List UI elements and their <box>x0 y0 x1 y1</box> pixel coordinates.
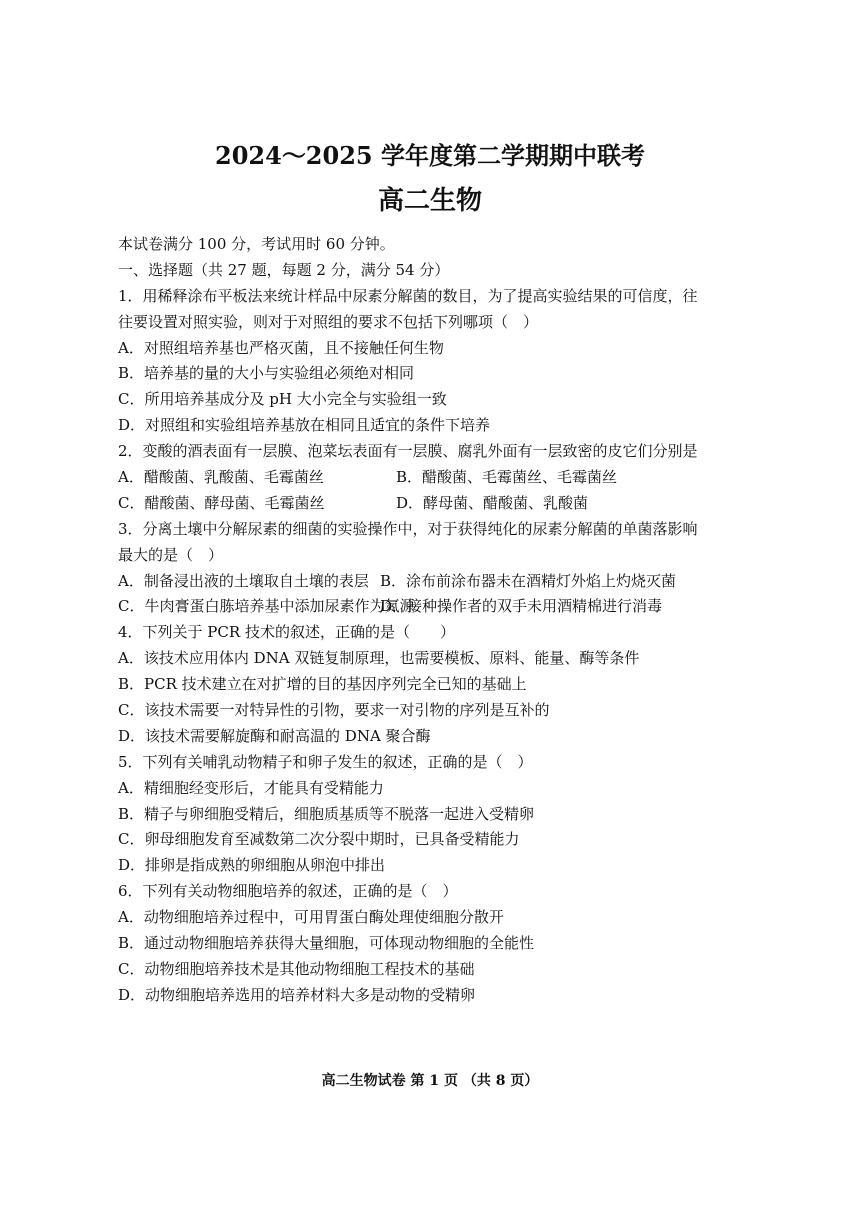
question-2-options-row-2 <box>118 491 758 517</box>
question-3-option-d: D．接种操作者的双手未用酒精棉进行消毒 <box>380 597 663 616</box>
page-footer: 高二生物试卷 第 1 页 （共 8 页） <box>321 1073 539 1089</box>
question-6-option-c: C．动物细胞培养技术是其他动物细胞工程技术的基础 <box>118 959 475 978</box>
question-6-option-b: B．通过动物细胞培养获得大量细胞，可体现动物细胞的全能性 <box>118 934 535 953</box>
question-2-option-d: D．酵母菌、醋酸菌、乳酸菌 <box>396 493 589 512</box>
question-2-stem: 2．变酸的酒表面有一层膜、泡菜坛表面有一层膜、腐乳外面有一层致密的皮它们分别是 <box>118 442 698 461</box>
question-3-stem-line-2: 最大的是（ ） <box>118 545 224 564</box>
question-3-option-c: C．牛肉膏蛋白胨培养基中添加尿素作为氮源 <box>118 597 415 616</box>
question-1-option-c: C．所用培养基成分及 pH 大小完全与实验组一致 <box>118 390 447 409</box>
question-5-option-a: A．精细胞经变形后，才能具有受精能力 <box>118 778 384 797</box>
question-2-option-c: C．醋酸菌、酵母菌、毛霉菌丝 <box>118 493 325 512</box>
question-5-option-c: C．卵母细胞发育至减数第二次分裂中期时，已具备受精能力 <box>118 830 520 849</box>
subject-title: 高二生物 <box>377 186 482 216</box>
question-4-option-b: B．PCR 技术建立在对扩增的目的基因序列完全已知的基础上 <box>118 675 527 694</box>
question-6-option-d: D．动物细胞培养选用的培养材料大多是动物的受精卵 <box>118 985 476 1004</box>
question-3-option-b: B．涂布前涂布器未在酒精灯外焰上灼烧灭菌 <box>380 571 677 590</box>
question-6-stem: 6．下列有关动物细胞培养的叙述，正确的是（ ） <box>118 882 458 901</box>
section-heading: 一、选择题（共 27 题，每题 2 分，满分 54 分） <box>118 260 450 279</box>
question-4-option-c: C．该技术需要一对特异性的引物，要求一对引物的序列是互补的 <box>118 701 550 720</box>
exam-note: 本试卷满分 100 分，考试用时 60 分钟。 <box>118 235 395 253</box>
question-3-option-a: A．制备浸出液的土壤取自土壤的表层 <box>118 571 369 590</box>
question-1-stem-line-2: 往要设置对照实验，则对于对照组的要求不包括下列哪项（ ） <box>118 312 539 331</box>
question-5-stem: 5．下列有关哺乳动物精子和卵子发生的叙述，正确的是（ ） <box>118 752 533 771</box>
question-4-option-a: A．该技术应用体内 DNA 双链复制原理，也需要模板、原料、能量、酶等条件 <box>118 649 640 668</box>
question-1-option-d: D．对照组和实验组培养基放在相同且适宜的条件下培养 <box>118 416 491 435</box>
question-4-stem: 4．下列关于 PCR 技术的叙述，正确的是（ ） <box>118 623 455 642</box>
question-3-options-row-2 <box>118 594 758 620</box>
question-2-option-a: A．醋酸菌、乳酸菌、毛霉菌丝 <box>118 468 324 487</box>
question-2-options-row-1 <box>118 465 758 491</box>
question-5-option-b: B．精子与卵细胞受精后，细胞质基质等不脱落一起进入受精卵 <box>118 804 535 823</box>
question-2-option-b: B．醋酸菌、毛霉菌丝、毛霉菌丝 <box>396 468 618 487</box>
question-3-options-row-1 <box>118 569 758 595</box>
question-4-option-d: D．该技术需要解旋酶和耐高温的 DNA 聚合酶 <box>118 726 431 745</box>
exam-title: 2024～2025 学年度第二学期期中联考 <box>215 141 645 170</box>
question-1-stem-line-1: 1．用稀释涂布平板法来统计样品中尿素分解菌的数目，为了提高实验结果的可信度，往 <box>118 286 698 305</box>
question-3-stem-line-1: 3．分离土壤中分解尿素的细菌的实验操作中，对于获得纯化的尿素分解菌的单菌落影响 <box>118 519 698 538</box>
exam-body <box>118 232 758 1009</box>
question-1-option-a: A．对照组培养基也严格灭菌，且不接触任何生物 <box>118 338 444 357</box>
question-6-option-a: A．动物细胞培养过程中，可用胃蛋白酶处理使细胞分散开 <box>118 908 504 927</box>
question-1-option-b: B．培养基的量的大小与实验组必须绝对相同 <box>118 364 415 383</box>
question-5-option-d: D．排卵是指成熟的卵细胞从卵泡中排出 <box>118 856 386 875</box>
